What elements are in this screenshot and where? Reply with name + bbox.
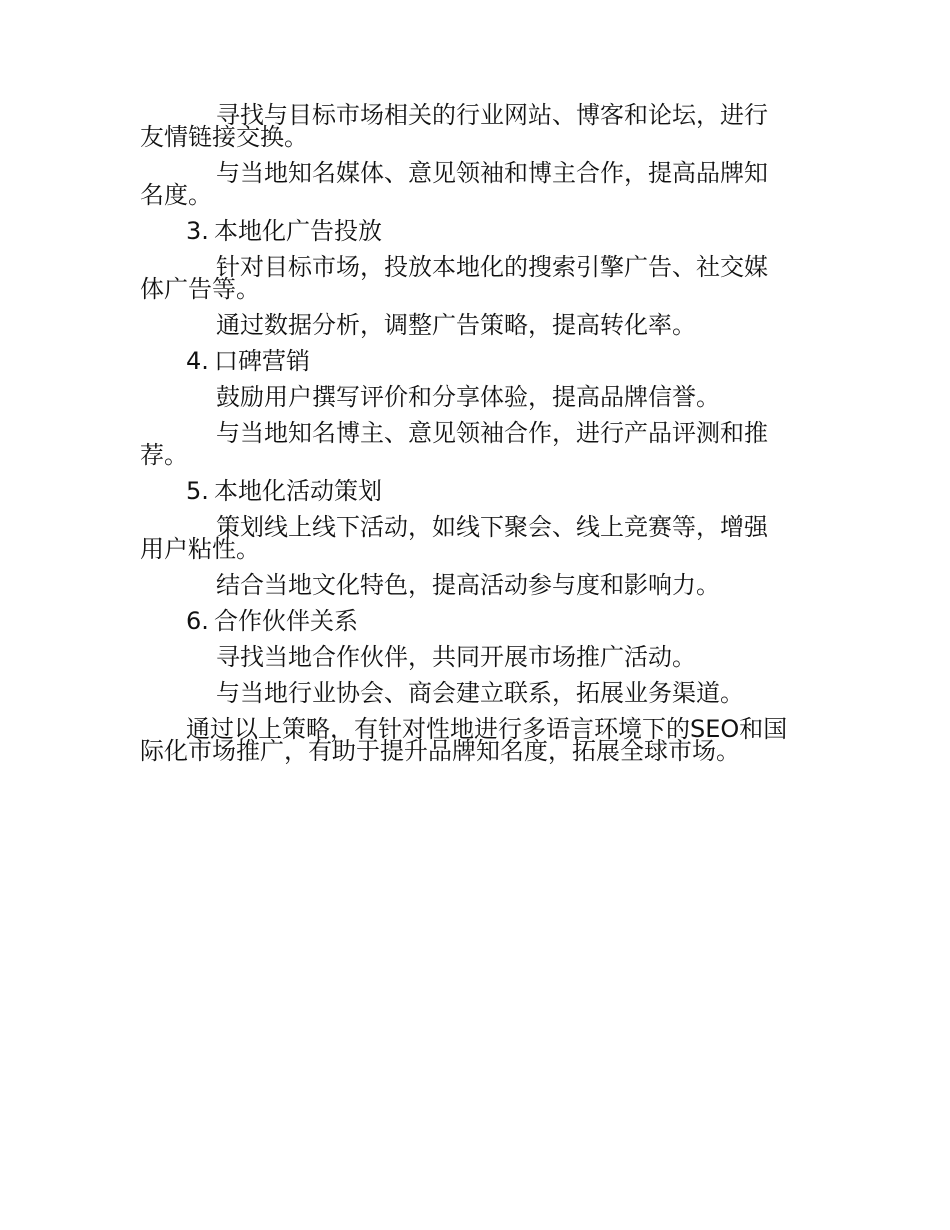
section-number: 6. [186, 607, 209, 635]
section-number: 3. [186, 217, 209, 245]
paragraph-user-reviews: 鼓励用户撰写评价和分享体验，提高品牌信誉。 [216, 383, 720, 411]
paragraph-conclusion: 通过以上策略，有针对性地进行多语言环境下的SEO和国际化市场推广，有助于提升品牌知名度，拓展全球市场。 [140, 715, 788, 765]
paragraph-local-partners: 寻找当地合作伙伴，共同开展市场推广活动。 [216, 643, 696, 671]
section-heading-word-of-mouth [140, 347, 790, 375]
paragraph-search-social-ads: 针对目标市场，投放本地化的搜索引擎广告、社交媒体广告等。 [140, 253, 768, 303]
paragraph-industry-associations: 与当地行业协会、商会建立联系，拓展业务渠道。 [216, 679, 744, 707]
paragraph-online-offline-events: 策划线上线下活动，如线下聚会、线上竞赛等，增强用户粘性。 [140, 513, 768, 563]
document-body [140, 101, 790, 765]
section-number: 5. [186, 477, 209, 505]
section-heading-localized-ads [140, 217, 790, 245]
paragraph-link-exchange: 寻找与目标市场相关的行业网站、博客和论坛，进行友情链接交换。 [140, 101, 768, 151]
section-title: 本地化广告投放 [214, 217, 382, 245]
paragraph-blogger-reviews: 与当地知名博主、意见领袖合作，进行产品评测和推荐。 [140, 419, 768, 469]
section-number: 4. [186, 347, 209, 375]
paragraph-media-partnership: 与当地知名媒体、意见领袖和博主合作，提高品牌知名度。 [140, 159, 768, 209]
section-title: 合作伙伴关系 [214, 607, 358, 635]
section-title: 本地化活动策划 [214, 477, 382, 505]
paragraph-local-culture: 结合当地文化特色，提高活动参与度和影响力。 [216, 571, 720, 599]
paragraph-data-analysis: 通过数据分析，调整广告策略，提高转化率。 [216, 311, 696, 339]
section-heading-event-planning [140, 477, 790, 505]
section-heading-partnerships [140, 607, 790, 635]
section-title: 口碑营销 [214, 347, 310, 375]
